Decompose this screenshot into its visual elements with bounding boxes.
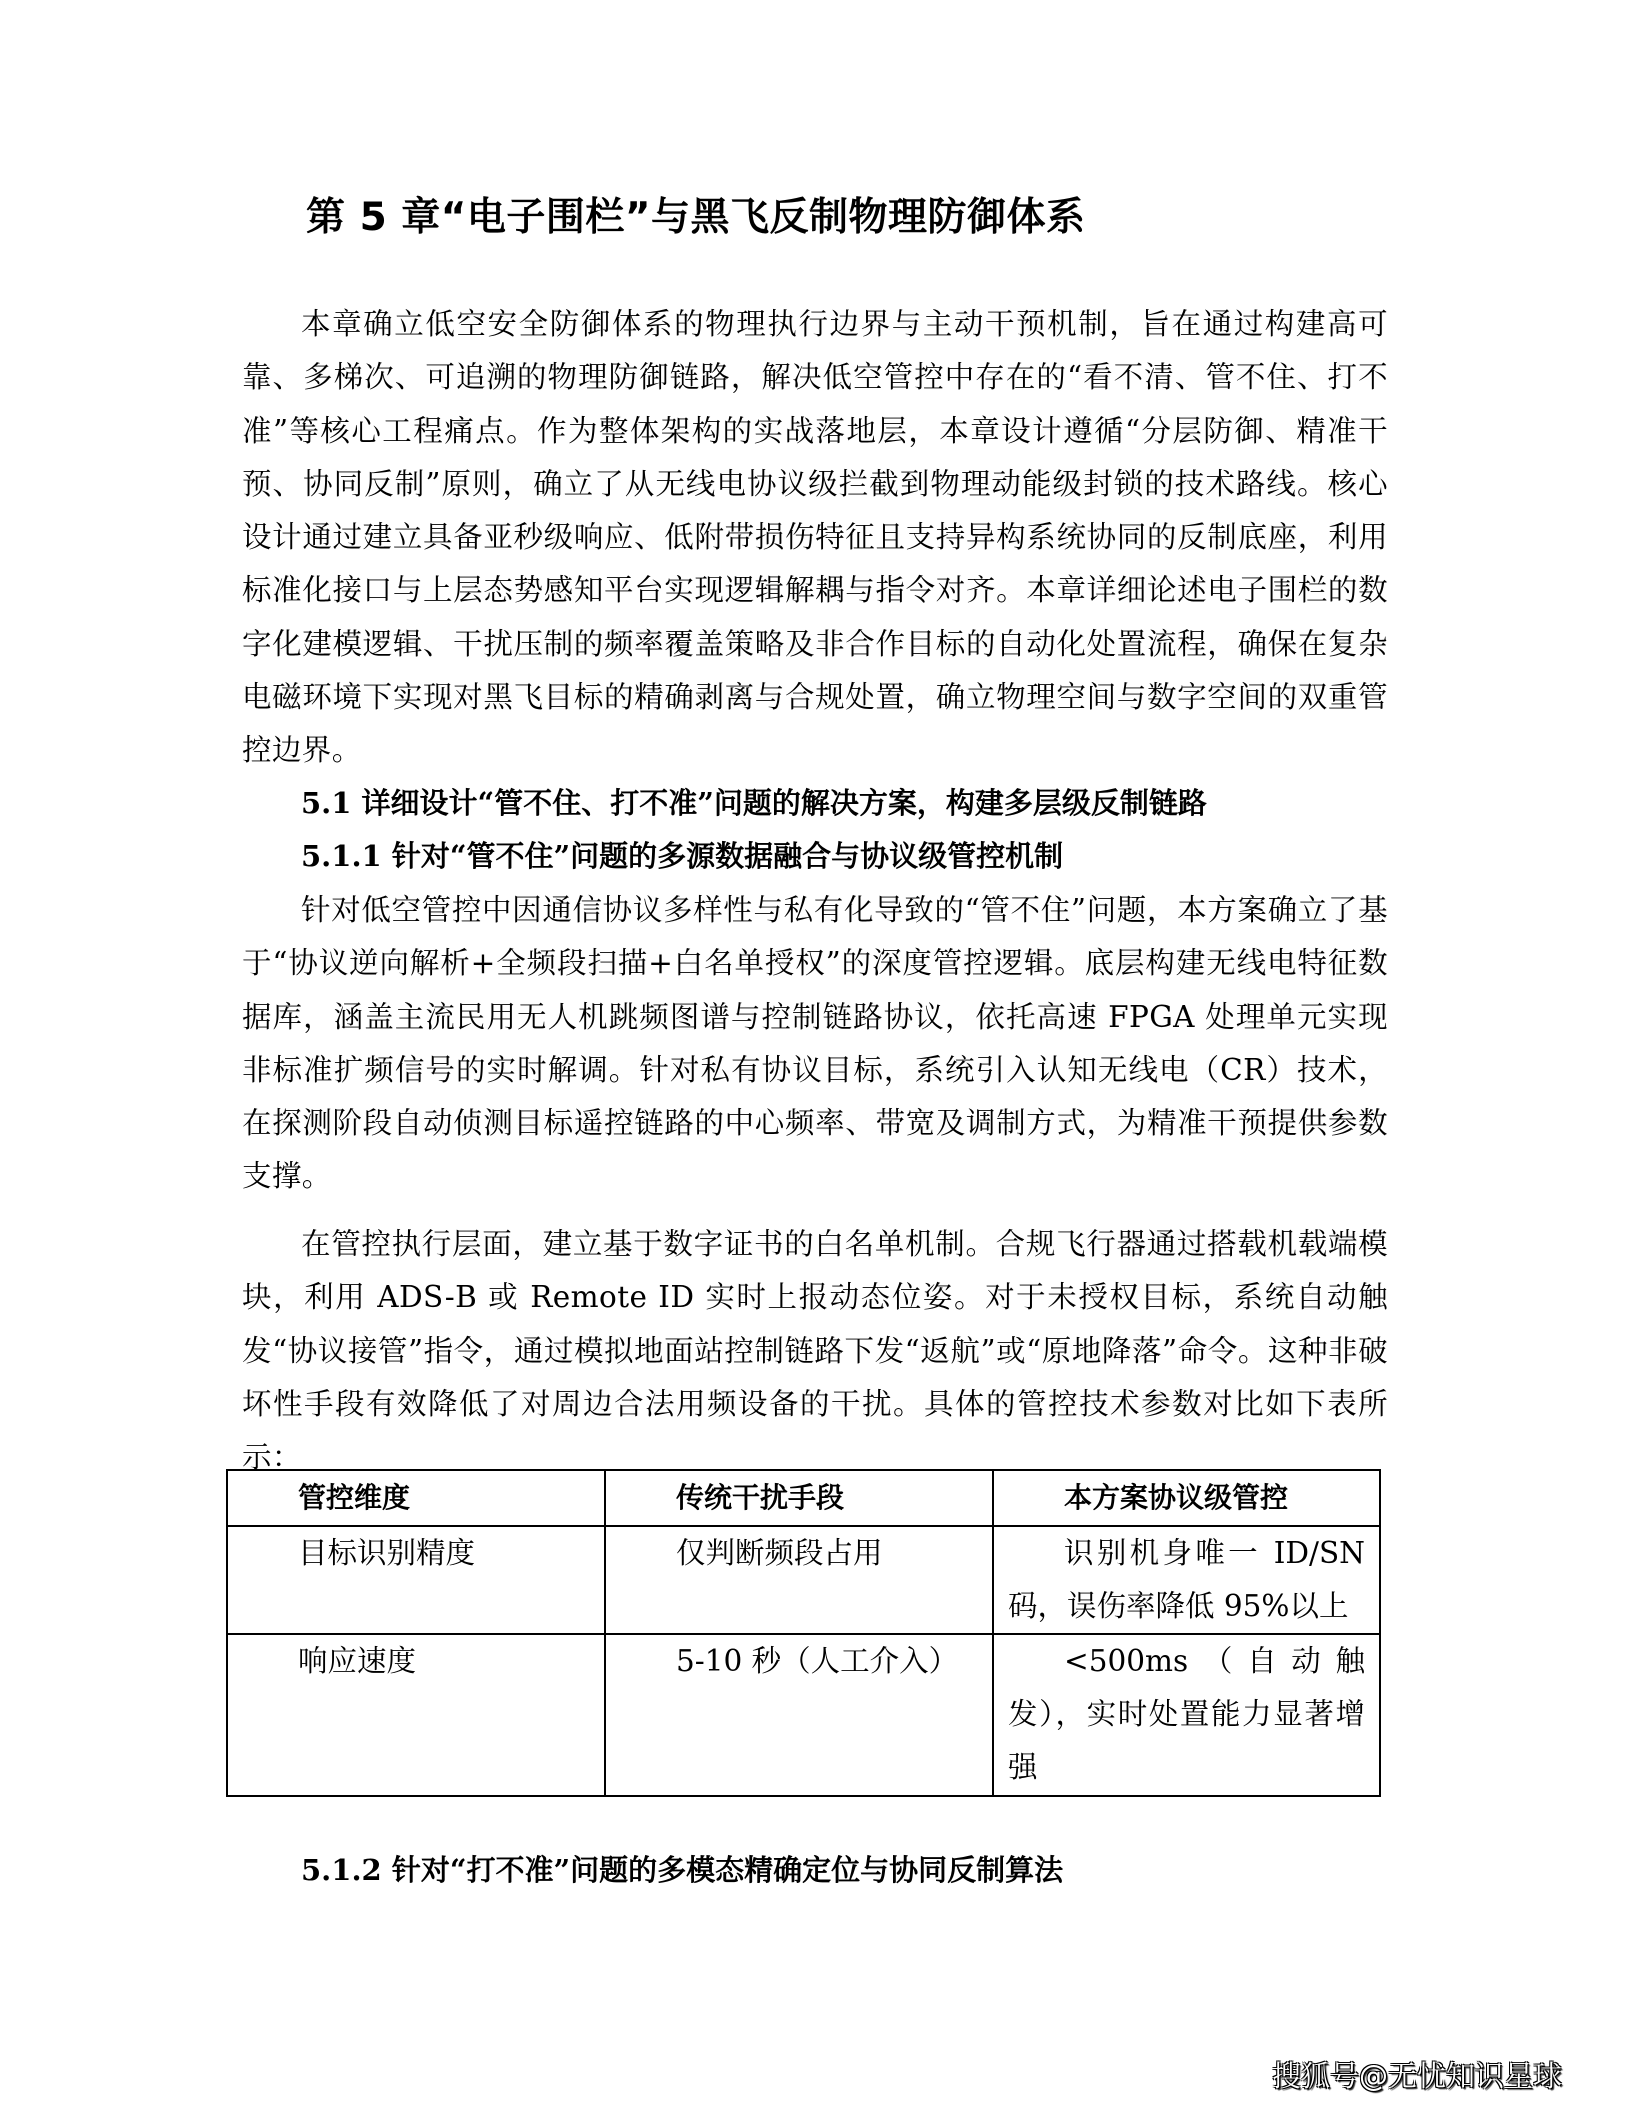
body-paragraph-whitelist: 在管控执行层面，建立基于数字证书的白名单机制。合规飞行器通过搭载机载端模块，利用 ADS-B 或 Remote ID 实时上报动态位姿。对于未授权目标，系统自动触发“协议接管”指令，通过模拟地面站控制链路下发“返航”或“原地降落”命令。这种非破坏性手段有效降低了对周边合法用频设备的干扰。具体的管控技术参数对比如下表所示： bbox=[242, 1227, 1388, 1475]
section-heading-5-1-1: 5.1.1 针对“管不住”问题的多源数据融合与协议级管控机制 bbox=[301, 839, 1064, 873]
body-paragraph-protocol-control: 针对低空管控中因通信协议多样性与私有化导致的“管不住”问题，本方案确立了基于“协议逆向解析+全频段扫描+白名单授权”的深度管控逻辑。底层构建无线电特征数据库，涵盖主流民用无人机跳频图谱与控制链路协议，依托高速 FPGA 处理单元实现非标准扩频信号的实时解调。针对私有协议目标，系统引入认知无线电（CR）技术，在探测阶段自动侦测目标遥控链路的中心频率、带宽及调制方式，为精准干预提供参数支撑。 bbox=[242, 893, 1388, 1194]
table-header-cell: 本方案协议级管控 bbox=[993, 1470, 1380, 1526]
section-heading-5-1: 5.1 详细设计“管不住、打不准”问题的解决方案，构建多层级反制链路 bbox=[301, 786, 1207, 820]
table-cell: <500ms（自动触发），实时处置能力显著增强 bbox=[993, 1634, 1380, 1796]
section-heading-5-1-2: 5.1.2 针对“打不准”问题的多模态精确定位与协同反制算法 bbox=[301, 1853, 1064, 1887]
table-cell: 5-10 秒（人工介入） bbox=[605, 1634, 993, 1796]
chapter-title: 第 5 章“电子围栏”与黑飞反制物理防御体系 bbox=[306, 195, 1086, 240]
comparison-table bbox=[226, 1469, 1381, 1797]
table-row bbox=[227, 1634, 1380, 1796]
table-cell: 响应速度 bbox=[227, 1634, 605, 1796]
table-cell: 仅判断频段占用 bbox=[605, 1526, 993, 1634]
table-header-cell: 传统干扰手段 bbox=[605, 1470, 993, 1526]
table-header-row bbox=[227, 1470, 1380, 1526]
table-row bbox=[227, 1526, 1380, 1634]
table-cell: 目标识别精度 bbox=[227, 1526, 605, 1634]
table-cell: 识别机身唯一 ID/SN 码，误伤率降低 95%以上 bbox=[993, 1526, 1380, 1634]
table-header-cell: 管控维度 bbox=[227, 1470, 605, 1526]
watermark: 搜狐号@无忧知识星球 bbox=[1272, 2059, 1563, 2093]
intro-paragraph: 本章确立低空安全防御体系的物理执行边界与主动干预机制，旨在通过构建高可靠、多梯次、可追溯的物理防御链路，解决低空管控中存在的“看不清、管不住、打不准”等核心工程痛点。作为整体架构的实战落地层，本章设计遵循“分层防御、精准干预、协同反制”原则，确立了从无线电协议级拦截到物理动能级封锁的技术路线。核心设计通过建立具备亚秒级响应、低附带损伤特征且支持异构系统协同的反制底座，利用标准化接口与上层态势感知平台实现逻辑解耦与指令对齐。本章详细论述电子围栏的数字化建模逻辑、干扰压制的频率覆盖策略及非合作目标的自动化处置流程，确保在复杂电磁环境下实现对黑飞目标的精确剥离与合规处置，确立物理空间与数字空间的双重管控边界。 bbox=[242, 307, 1388, 768]
